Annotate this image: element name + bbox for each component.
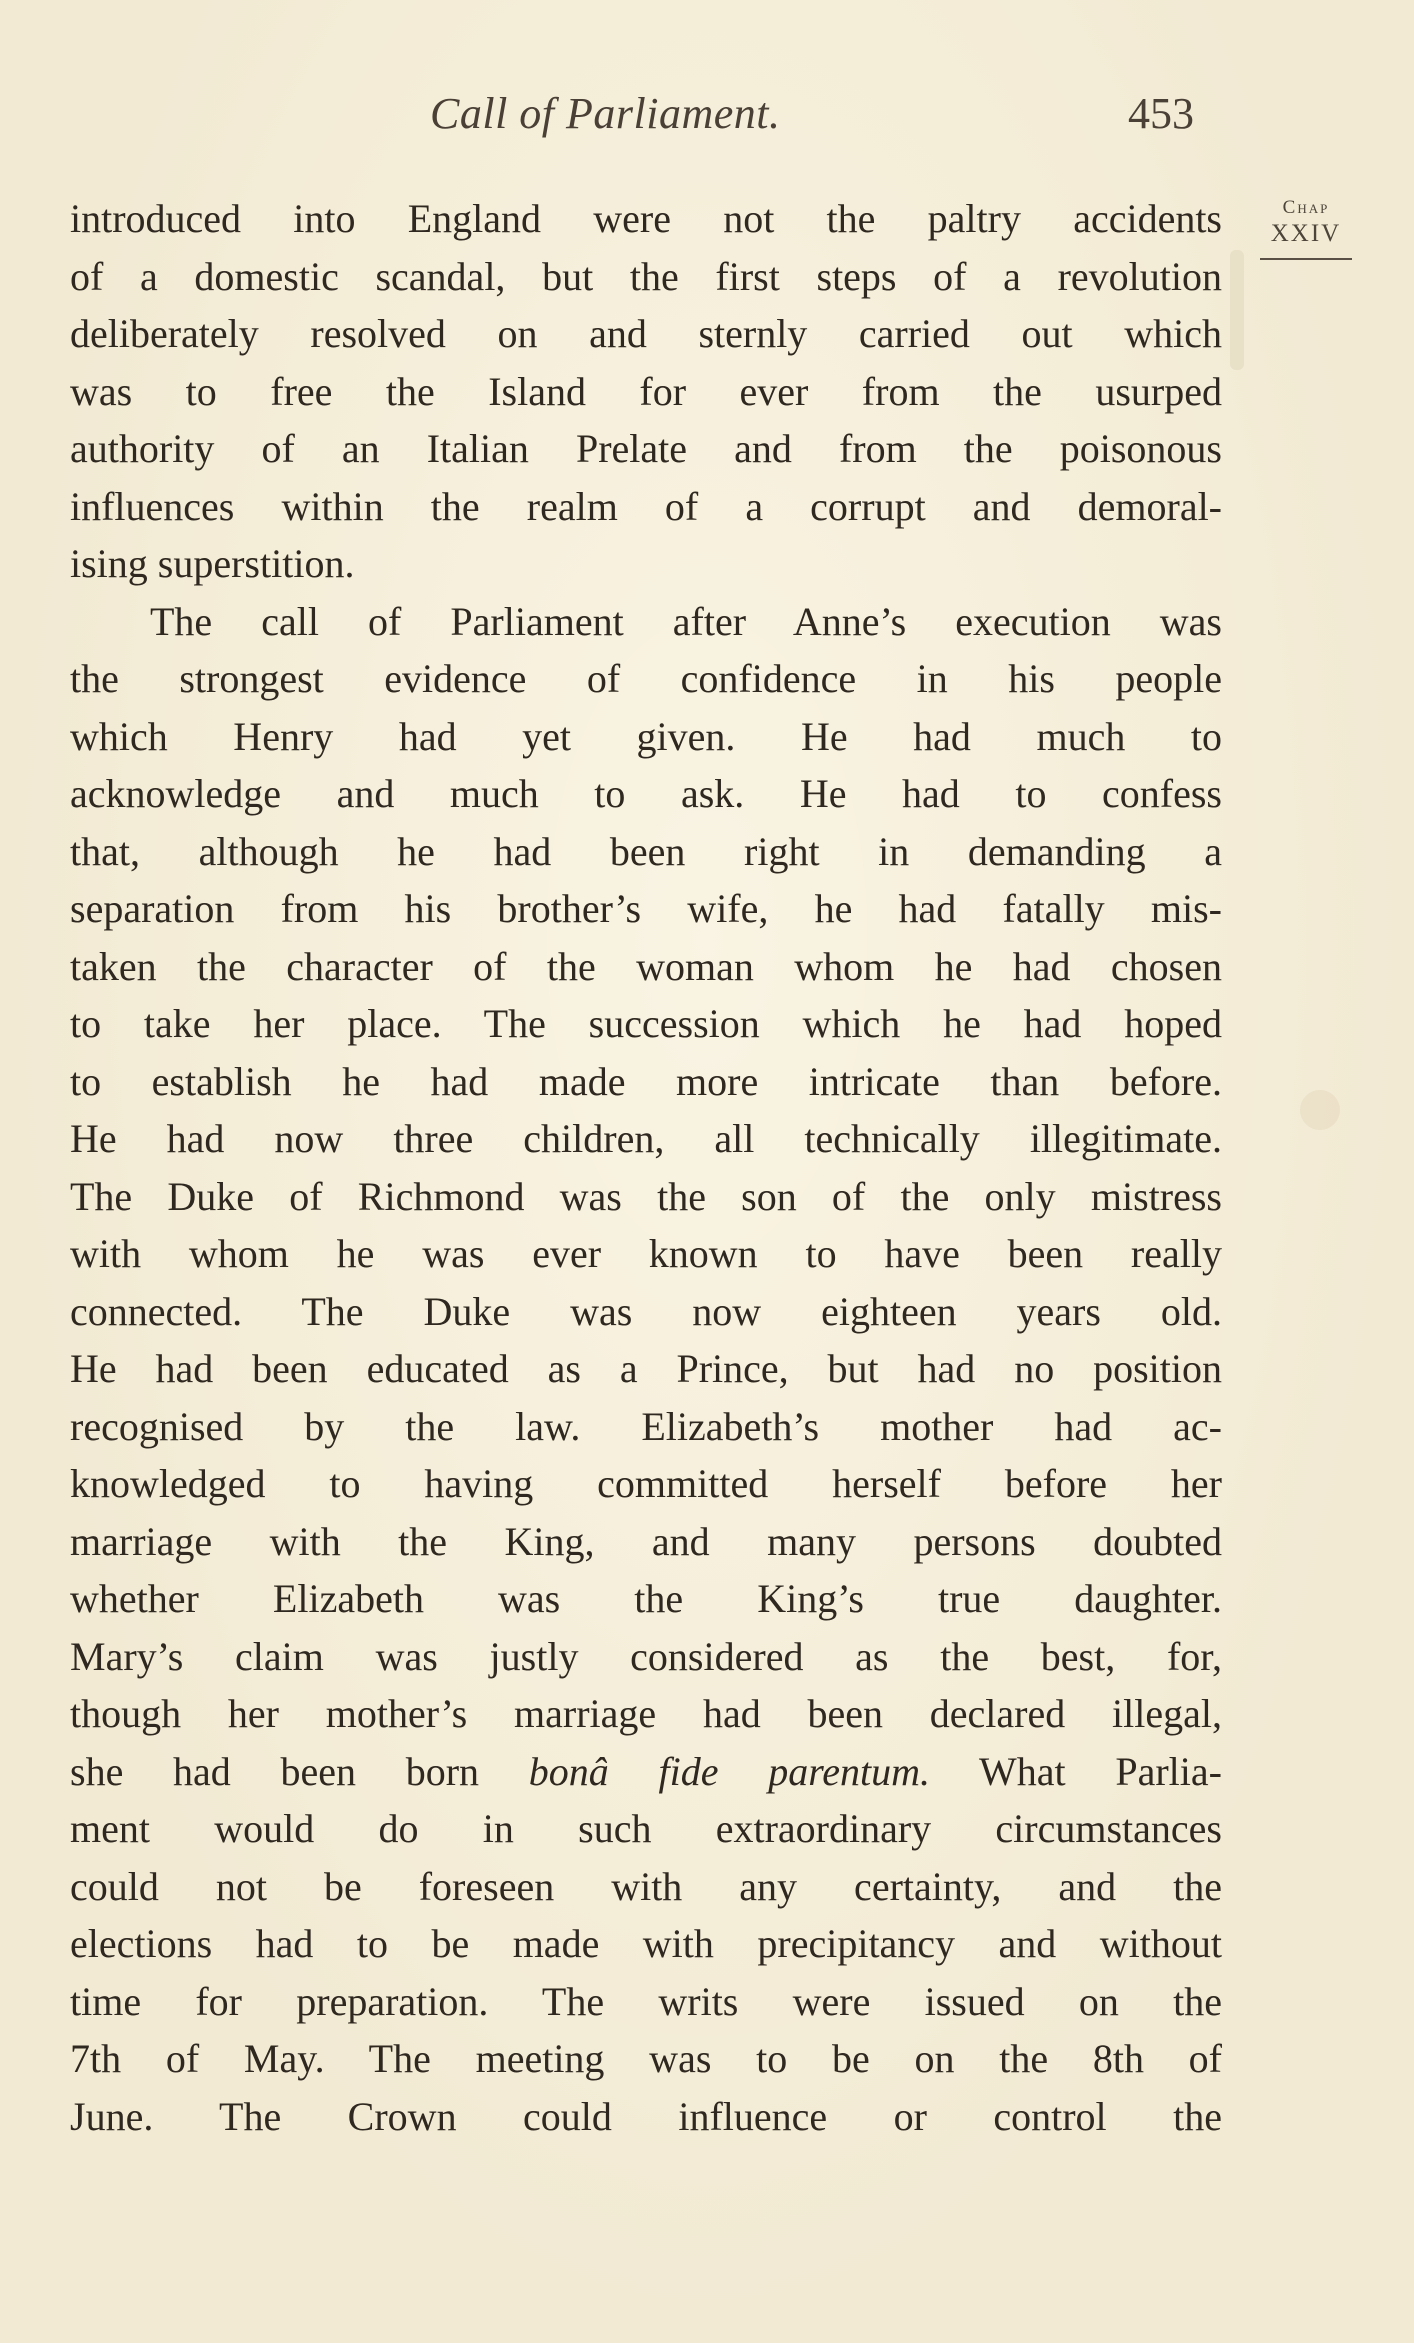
chapter-number: XXIV [1270,220,1342,247]
text-line: separation from his brother’s wife, he had fatally mis- [70,886,1222,931]
body-text [70,190,1222,2145]
text-line: introduced into England were not the paltry accidents [70,196,1222,241]
text-segment: What Parlia- [930,1748,1222,1794]
paragraph-end-line: ising superstition. [70,541,355,586]
text-line: that, although he had been right in demanding a [70,828,1222,874]
text-segment: she had been born [70,1748,529,1794]
running-head [0,88,1414,148]
text-line: 7th of May. The meeting was to be on the 8th of [70,2036,1222,2081]
paper-stain [1230,250,1244,370]
chapter-rule [1260,258,1352,260]
text-line: with whom he was ever known to have been really [70,1231,1222,1276]
text-line: June. The Crown could influence or control the [70,2093,1222,2139]
text-line: of a domestic scandal, but the first steps of a revolution [70,253,1222,299]
text-line: acknowledge and much to ask. He had to confess [70,771,1222,816]
text-line: elections had to be made with precipitancy and without [70,1921,1222,1966]
text-line: Mary’s claim was justly considered as the best, for, [70,1633,1222,1679]
text-line: though her mother’s marriage had been declared illegal, [70,1691,1222,1736]
text-line: was to free the Island for ever from the usurped [70,368,1222,414]
text-line: The Duke of Richmond was the son of the only mistress [70,1173,1222,1219]
text-line: could not be foreseen with any certainty, and the [70,1863,1222,1909]
chapter-margin-note [1256,196,1356,260]
text-line: to establish he had made more intricate than before. [70,1058,1222,1104]
latin-phrase: bonâ fide parentum. [528,1748,931,1794]
text-line: ment would do in such extraordinary circumstances [70,1806,1222,1851]
text-line: authority of an Italian Prelate and from the poisonous [70,426,1222,471]
text-line: marriage with the King, and many persons doubted [70,1518,1222,1564]
text-line: knowledged to having committed herself before her [70,1461,1222,1506]
text-line: He had been educated as a Prince, but had no position [70,1346,1222,1391]
text-line: time for preparation. The writs were issued on the [70,1978,1222,2024]
text-line-with-latin [70,1743,1222,1801]
text-line: whether Elizabeth was the King’s true daughter. [70,1576,1222,1621]
chapter-label: Chap [1282,197,1330,218]
text-line: connected. The Duke was now eighteen years old. [70,1288,1222,1334]
paper-stain [1300,1090,1340,1130]
page-number: 453 [1128,89,1194,138]
text-line: to take her place. The succession which he had hoped [70,1001,1222,1046]
text-line: which Henry had yet given. He had much to [70,713,1222,759]
text-line: taken the character of the woman whom he had chosen [70,943,1222,989]
text-line: the strongest evidence of confidence in his people [70,656,1222,701]
text-line: He had now three children, all technically illegitimate. [70,1116,1222,1161]
running-title: Call of Parliament. [430,89,781,138]
text-line: deliberately resolved on and sternly carried out which [70,311,1222,356]
paragraph-first-line: The call of Parliament after Anne’s execution was [150,598,1222,644]
text-line: recognised by the law. Elizabeth’s mother had ac- [70,1403,1222,1449]
text-line: influences within the realm of a corrupt and demoral- [70,483,1222,529]
